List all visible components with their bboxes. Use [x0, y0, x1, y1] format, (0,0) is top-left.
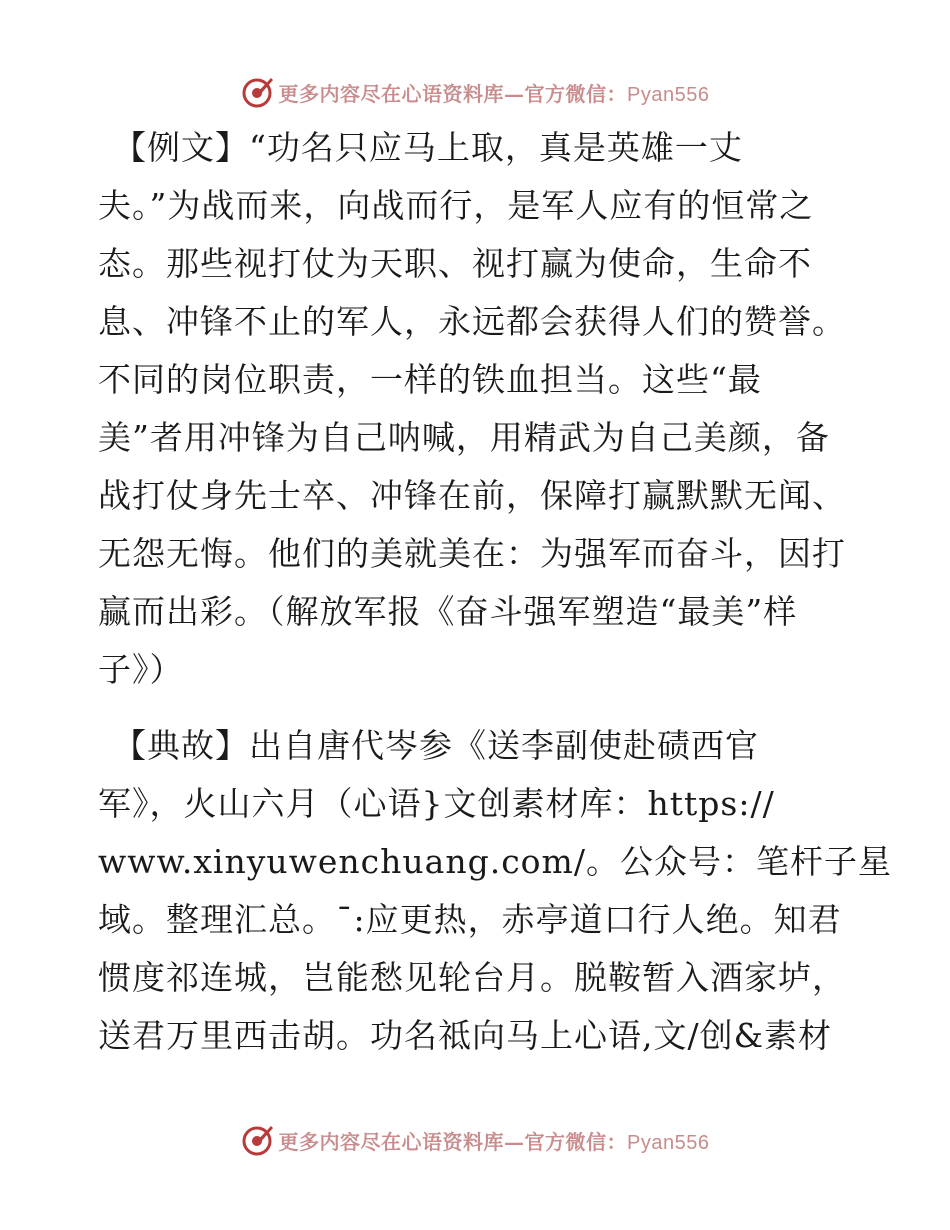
text-line: 态。那些视打仗为天职、视打赢为使命，生命不 — [98, 244, 812, 283]
banner-label: 更多内容尽在心语资料库—官方微信： — [278, 1129, 628, 1154]
footer-banner — [0, 1120, 950, 1160]
banner-text — [279, 1126, 710, 1155]
text-line: 惯度祁连城，岂能愁见轮台月。脱鞍暂入酒家垆， — [98, 958, 846, 997]
text-line: 子》） — [98, 650, 184, 689]
banner-wechat-id: Pyan556 — [627, 83, 710, 106]
quill-logo-icon — [241, 75, 275, 109]
text-line: 夫。”为战而来，向战而行，是军人应有的恒常之 — [98, 186, 814, 225]
text-line: 赢而出彩。（解放军报《奋斗强军塑造“最美”样 — [98, 592, 798, 631]
text-line: www.xinyuwenchuang.com/。公众号：笔杆子星 — [98, 842, 892, 881]
text-line: 域。整理汇总。¯:应更热，赤亭道口行人绝。知君 — [98, 900, 842, 939]
text-line: 息、冲锋不止的军人，永远都会获得人们的赞誉。 — [98, 302, 846, 341]
text-line: 送君万里西击胡。功名祗向马上心语,文/创&素材 — [98, 1016, 832, 1055]
text-line: 美”者用冲锋为自己呐喊，用精武为自己美颜，备 — [98, 418, 830, 457]
header-banner — [0, 72, 950, 112]
text-line: 不同的岗位职责，一样的铁血担当。这些“最 — [98, 360, 762, 399]
banner-label: 更多内容尽在心语资料库—官方微信： — [278, 81, 628, 106]
text-line: 战打仗身先士卒、冲锋在前，保障打赢默默无闻、 — [98, 476, 846, 515]
banner-wechat-id: Pyan556 — [627, 1131, 710, 1154]
text-line: 【典故】出自唐代岑参《送李副使赴碛西官 — [113, 726, 759, 765]
text-line: 军》，火山六月（心语}文创素材库：https:// — [98, 784, 775, 823]
quill-logo-icon — [241, 1123, 275, 1157]
text-line: 【例文】“功名只应马上取，真是英雄一丈 — [113, 128, 743, 167]
text-line: 无怨无悔。他们的美就美在：为强军而奋斗，因打 — [98, 534, 846, 573]
banner-text — [279, 78, 710, 107]
